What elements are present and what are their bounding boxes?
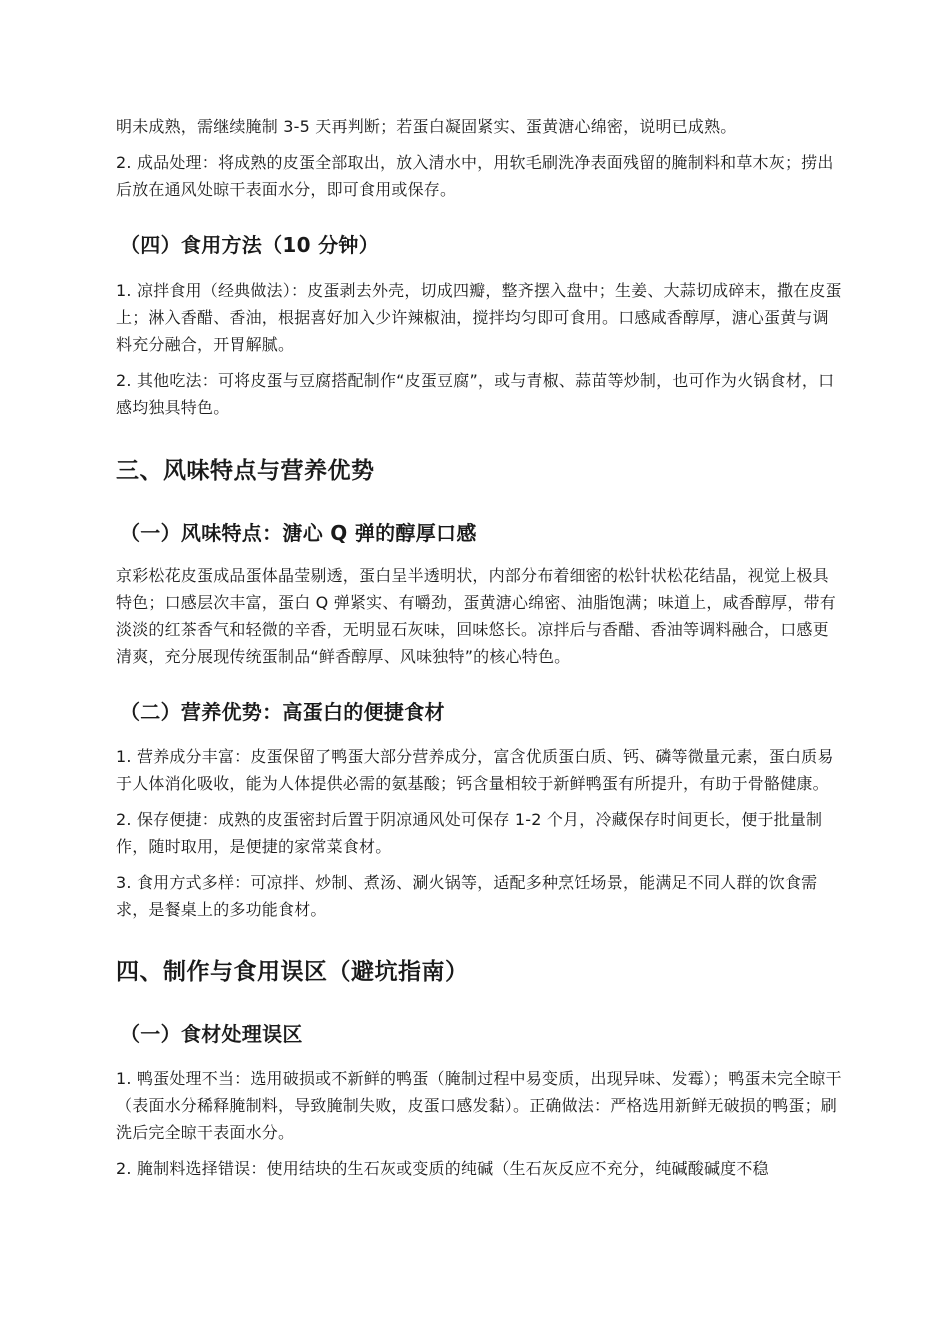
heading-nutrition: （二）营养优势：高蛋白的便捷食材 <box>120 700 445 724</box>
paragraph-cold-dish: 1. 凉拌食用（经典做法）：皮蛋剥去外壳，切成四瓣，整齐摆入盘中；生姜、大蒜切成碎末，撒在皮蛋上；淋入香醋、香油，根据喜好加入少许辣椒油，搅拌均匀即可食用。口感咸香醇厚，溏心蛋黄与调料充分融合，开胃解腻。 <box>116 281 842 354</box>
document-page <box>116 113 842 1182</box>
paragraph-nutrition-3: 3. 食用方式多样：可凉拌、炒制、煮汤、涮火锅等，适配多种烹饪场景，能满足不同人群的饮食需求，是餐桌上的多功能食材。 <box>116 873 818 919</box>
section-3-title: 三、风味特点与营养优势 <box>116 458 375 484</box>
paragraph-mistake-1: 1. 鸭蛋处理不当：选用破损或不新鲜的鸭蛋（腌制过程中易变质，出现异味、发霉）；鸭蛋未完全晾干（表面水分稀释腌制料，导致腌制失败，皮蛋口感发黏）。正确做法：严格选用新鲜无破损的鸭蛋；刷洗后完全晾干表面水分。 <box>116 1069 842 1142</box>
section-4-title: 四、制作与食用误区（避坑指南） <box>116 959 469 985</box>
paragraph-flavor: 京彩松花皮蛋成品蛋体晶莹剔透，蛋白呈半透明状，内部分布着细密的松针状松花结晶，视觉上极具特色；口感层次丰富，蛋白 Q 弹紧实、有嚼劲，蛋黄溏心绵密、油脂饱满；味道上，咸香醇厚，带有淡淡的红茶香气和轻微的辛香，无明显石灰味，回味悠长。凉拌后与香醋、香油等调料融合，口感更清爽，充分展现传统蛋制品“鲜香醇厚、风味独特”的核心特色。 <box>116 566 836 666</box>
paragraph-finished-processing: 2. 成品处理：将成熟的皮蛋全部取出，放入清水中，用软毛刷洗净表面残留的腌制料和草木灰；捞出后放在通风处晾干表面水分，即可食用或保存。 <box>116 153 834 199</box>
heading-flavor: （一）风味特点：溏心 Q 弹的醇厚口感 <box>120 521 477 545</box>
paragraph-ripeness-check: 明未成熟，需继续腌制 3-5 天再判断；若蛋白凝固紧实、蛋黄溏心绵密，说明已成熟。 <box>116 117 737 136</box>
paragraph-nutrition-1: 1. 营养成分丰富：皮蛋保留了鸭蛋大部分营养成分，富含优质蛋白质、钙、磷等微量元素，蛋白质易于人体消化吸收，能为人体提供必需的氨基酸；钙含量相较于新鲜鸭蛋有所提升，有助于骨骼健康。 <box>116 747 834 793</box>
paragraph-other-ways: 2. 其他吃法：可将皮蛋与豆腐搭配制作“皮蛋豆腐”，或与青椒、蒜苗等炒制，也可作为火锅食材，口感均独具特色。 <box>116 371 835 417</box>
paragraph-mistake-2: 2. 腌制料选择错误：使用结块的生石灰或变质的纯碱（生石灰反应不充分，纯碱酸碱度不稳 <box>116 1159 769 1178</box>
paragraph-nutrition-2: 2. 保存便捷：成熟的皮蛋密封后置于阴凉通风处可保存 1-2 个月，冷藏保存时间更长，便于批量制作，随时取用，是便捷的家常菜食材。 <box>116 810 823 856</box>
heading-ingredient-mistakes: （一）食材处理误区 <box>120 1022 303 1046</box>
heading-eating-method: （四）食用方法（10 分钟） <box>120 233 379 257</box>
